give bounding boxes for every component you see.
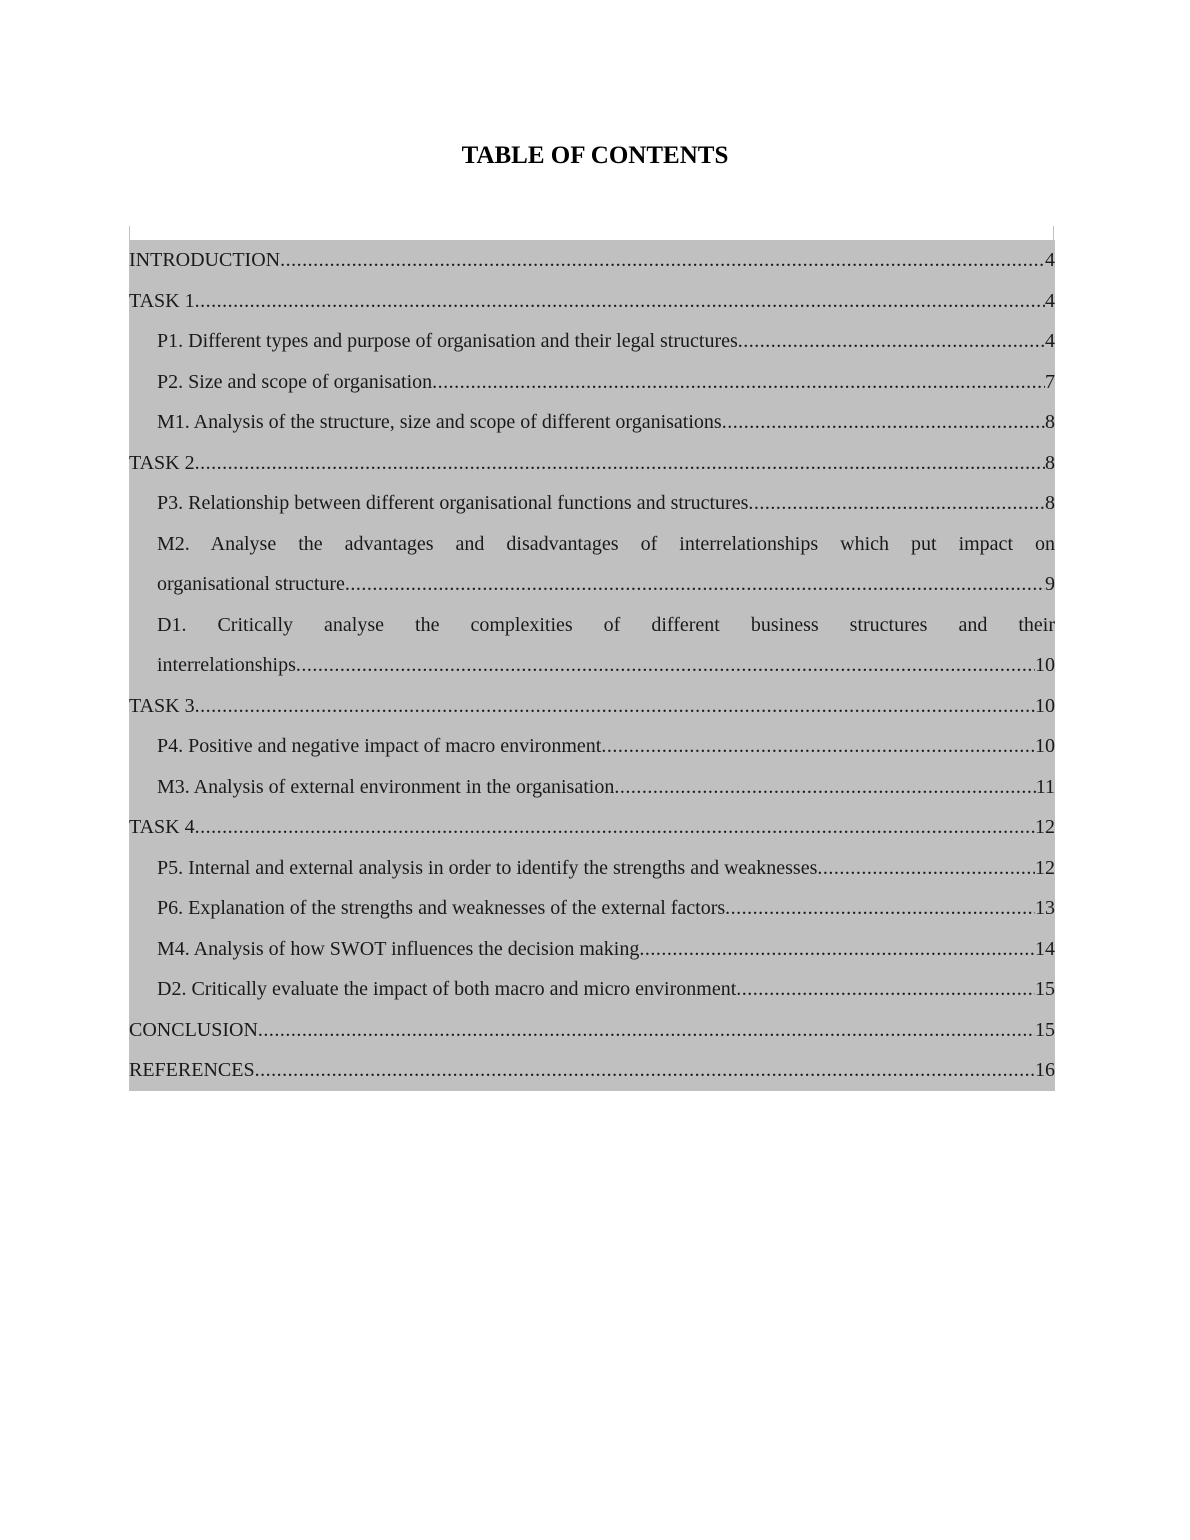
dot-leader	[817, 848, 1035, 889]
toc-entry-page: 8	[1045, 492, 1055, 514]
toc-entry-label: M4. Analysis of how SWOT influences the decision making	[157, 937, 640, 960]
dot-leader	[736, 969, 1035, 1010]
toc-entry-page: 15	[1035, 1018, 1055, 1041]
toc-entry-d1[interactable]	[129, 605, 1055, 686]
dot-leader	[725, 888, 1035, 929]
toc-entry-page: 9	[1045, 573, 1055, 595]
page-title: TABLE OF CONTENTS	[461, 142, 729, 169]
dot-leader	[432, 362, 1045, 403]
toc-entry-page: 4	[1045, 249, 1055, 271]
dot-leader	[748, 483, 1045, 524]
toc-entry-page: 10	[1035, 694, 1055, 717]
dot-leader	[738, 321, 1045, 362]
toc-entry-introduction[interactable]	[129, 240, 1055, 281]
toc-entry-label: D2. Critically evaluate the impact of both macro and micro environment	[157, 978, 737, 1000]
toc-entry-label: P1. Different types and purpose of organisation and their legal structures	[157, 330, 738, 352]
dot-leader	[601, 726, 1035, 767]
toc-entry-p4[interactable]	[129, 726, 1055, 767]
toc-entry-m2[interactable]	[129, 524, 1055, 605]
dot-leader	[639, 929, 1035, 970]
toc-entry-label: TASK 3	[129, 694, 195, 717]
toc-entry-task-1[interactable]	[129, 281, 1055, 322]
dot-leader	[255, 1050, 1035, 1091]
toc-entry-page: 10	[1035, 735, 1055, 757]
toc-entry-label: M3. Analysis of external environment in the organisation	[157, 775, 615, 798]
dot-leader	[195, 807, 1035, 848]
toc-entry-task-4[interactable]	[129, 807, 1055, 848]
toc-entry-page: 16	[1035, 1059, 1055, 1081]
dot-leader	[722, 402, 1045, 443]
toc-entry-label: P5. Internal and external analysis in order to identify the strengths and weaknesses	[157, 856, 818, 879]
toc-entry-label: REFERENCES	[129, 1059, 255, 1081]
dot-leader	[258, 1010, 1035, 1051]
toc-entry-label: INTRODUCTION	[129, 249, 281, 271]
dot-leader	[345, 564, 1045, 605]
toc-entry-label: TASK 4	[129, 816, 195, 838]
toc-entry-label: P2. Size and scope of organisation	[157, 370, 433, 393]
toc-entry-p3[interactable]	[129, 483, 1055, 524]
toc-entry-m3[interactable]	[129, 767, 1055, 808]
toc-entry-label-line-1: M2. Analyse the advantages and disadvantages of interrelationships which put impact on	[157, 532, 1055, 555]
toc-entry-page: 12	[1035, 856, 1055, 879]
toc-entry-page: 7	[1045, 370, 1055, 393]
toc-entry-task-2[interactable]	[129, 443, 1055, 484]
table-of-contents	[129, 240, 1055, 1091]
toc-index-marker	[129, 226, 1054, 240]
toc-entry-label-line-2: organisational structure	[157, 573, 345, 595]
dot-leader	[195, 281, 1045, 322]
toc-entry-label: TASK 2	[129, 451, 195, 474]
toc-entry-label: M1. Analysis of the structure, size and scope of different organisations	[157, 411, 722, 433]
toc-entry-conclusion[interactable]	[129, 1010, 1055, 1051]
toc-entry-label-line-1: D1. Critically analyse the complexities of different business structures and their	[157, 613, 1055, 636]
toc-entry-page: 13	[1035, 897, 1055, 919]
toc-entry-page: 12	[1035, 816, 1055, 838]
toc-entry-p6[interactable]	[129, 888, 1055, 929]
dot-leader	[614, 767, 1035, 808]
toc-entry-m4[interactable]	[129, 929, 1055, 970]
toc-entry-task-3[interactable]	[129, 686, 1055, 727]
toc-entry-p1[interactable]	[129, 321, 1055, 362]
toc-entry-references[interactable]	[129, 1050, 1055, 1091]
toc-entry-d2[interactable]	[129, 969, 1055, 1010]
toc-entry-page: 4	[1045, 289, 1055, 312]
toc-entry-label: CONCLUSION	[129, 1018, 258, 1041]
dot-leader	[280, 240, 1045, 281]
toc-entry-label: P6. Explanation of the strengths and weaknesses of the external factors	[157, 897, 726, 919]
toc-entry-page: 4	[1045, 330, 1055, 352]
toc-entry-label-line-2: interrelationships	[157, 654, 296, 676]
toc-entry-page: 10	[1035, 654, 1055, 676]
dot-leader	[195, 443, 1045, 484]
toc-entry-p5[interactable]	[129, 848, 1055, 889]
toc-entry-page: 15	[1035, 978, 1055, 1000]
toc-entry-m1[interactable]	[129, 402, 1055, 443]
toc-entry-page: 11	[1035, 775, 1055, 798]
toc-entry-page: 8	[1045, 451, 1055, 474]
toc-entry-page: 14	[1035, 937, 1055, 960]
dot-leader	[195, 686, 1035, 727]
toc-entry-label: P4. Positive and negative impact of macro environment	[157, 735, 602, 757]
toc-entry-page: 8	[1045, 411, 1055, 433]
toc-entry-p2[interactable]	[129, 362, 1055, 403]
dot-leader	[296, 645, 1035, 686]
toc-entry-label: P3. Relationship between different organisational functions and structures	[157, 492, 749, 514]
toc-entry-label: TASK 1	[129, 289, 195, 312]
